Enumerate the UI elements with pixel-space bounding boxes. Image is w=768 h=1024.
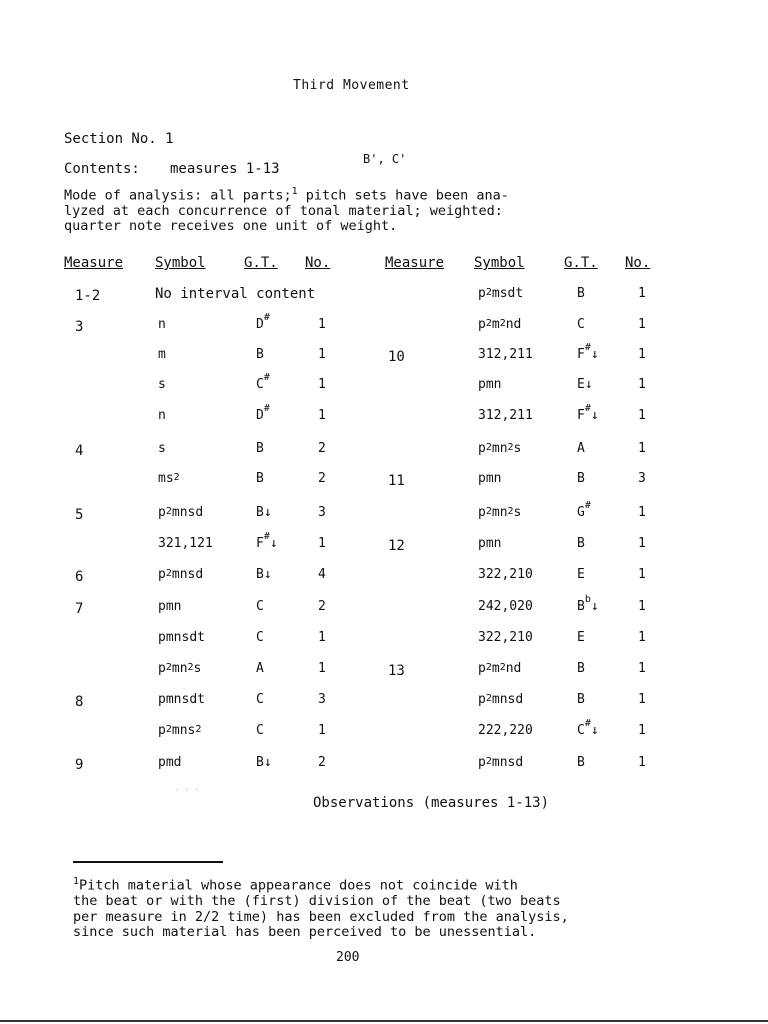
header-measure-left: Measure [64, 255, 124, 271]
measure-cell: 6 [75, 569, 84, 585]
gt-cell: C [256, 692, 264, 707]
symbol-cell: $p^2mn^2s$ [478, 505, 522, 520]
no-cell: 3 [318, 692, 326, 707]
no-cell: 1 [638, 630, 646, 645]
no-cell: 1 [638, 441, 646, 456]
no-cell: 1 [638, 377, 646, 392]
symbol-cell: 322,210 [478, 630, 533, 645]
gt-cell: C [256, 630, 264, 645]
gt-cell: C [577, 317, 585, 332]
gt-cell: B↓ [256, 567, 272, 582]
gt-cell: B [256, 471, 264, 486]
gt-cell: B [577, 286, 585, 301]
symbol-cell: n [158, 317, 166, 332]
symbol-cell: pmn [478, 377, 502, 392]
no-cell: 1 [318, 377, 326, 392]
gt-cell: F#↓ [577, 342, 599, 362]
measure-cell: 3 [75, 319, 84, 335]
symbol-cell: s [158, 377, 166, 392]
observations-heading: Observations (measures 1-13) [313, 795, 550, 811]
no-cell: 2 [318, 471, 326, 486]
symbol-cell: 321,121 [158, 536, 213, 551]
symbol-cell: $ms^2$ [158, 471, 180, 486]
symbol-cell: pmn [478, 471, 502, 486]
no-cell: 1 [638, 755, 646, 770]
measure-cell: 8 [75, 694, 84, 710]
gt-cell: B↓ [256, 755, 272, 770]
no-cell: 1 [318, 661, 326, 676]
no-cell: 1 [638, 347, 646, 362]
gt-cell: $B^b↓$ [577, 594, 599, 614]
header-symbol-left: Symbol [155, 255, 206, 271]
no-cell: 2 [318, 441, 326, 456]
symbol-cell: $p^2mnsd$ [478, 755, 524, 770]
no-cell: 1 [318, 347, 326, 362]
no-cell: 1 [638, 408, 646, 423]
no-cell: 4 [318, 567, 326, 582]
measure-cell: 13 [388, 663, 405, 679]
no-cell: 1 [318, 630, 326, 645]
symbol-cell: $p^2mns^2$ [158, 723, 202, 738]
header-symbol-right: Symbol [474, 255, 525, 271]
smudge-mark: · · · [175, 785, 200, 794]
gt-cell: C#↓ [577, 718, 599, 738]
symbol-cell: pmn [478, 536, 502, 551]
gt-cell: E [577, 630, 585, 645]
symbol-cell: 312,211 [478, 408, 533, 423]
no-cell: 1 [638, 599, 646, 614]
no-cell: 1 [638, 286, 646, 301]
symbol-cell: 312,211 [478, 347, 533, 362]
header-gt-left: G.T. [244, 255, 278, 271]
mode-line-3: quarter note receives one unit of weight. [64, 217, 398, 234]
no-cell: 3 [638, 471, 646, 486]
symbol-cell: No interval content [155, 286, 316, 302]
footnote-line-1: $^1$Pitch material whose appearance does not coincide with [73, 876, 518, 894]
footnote-line-4: since such material has been perceived to be unessential. [73, 924, 537, 940]
measure-cell: 7 [75, 601, 84, 617]
header-no-left: No. [305, 255, 331, 271]
gt-cell: B [256, 347, 264, 362]
contents-line [64, 161, 280, 177]
gt-cell: B [577, 471, 585, 486]
symbol-cell: 322,210 [478, 567, 533, 582]
gt-cell: B↓ [256, 505, 272, 520]
page-heading: Third Movement [293, 78, 410, 93]
section-number: Section No. 1 [64, 131, 174, 147]
gt-cell: B [577, 661, 585, 676]
measure-cell: 10 [388, 349, 405, 365]
measure-cell: 4 [75, 443, 84, 459]
symbol-cell: m [158, 347, 166, 362]
gt-cell: F#↓ [256, 531, 278, 551]
gt-cell: B [577, 536, 585, 551]
symbol-cell: $p^2mn^2s$ [158, 661, 202, 676]
no-cell: 3 [318, 505, 326, 520]
gt-cell: D# [256, 312, 270, 332]
symbol-cell: n [158, 408, 166, 423]
symbol-cell: pmd [158, 755, 182, 770]
symbol-cell: $p^2m^2nd$ [478, 317, 522, 332]
gt-cell: B [577, 692, 585, 707]
no-cell: 1 [638, 567, 646, 582]
gt-cell: E↓ [577, 377, 593, 392]
symbol-cell: 242,020 [478, 599, 533, 614]
mode-of-analysis [64, 184, 509, 234]
header-measure-right: Measure [385, 255, 445, 271]
gt-cell: A [256, 661, 264, 676]
no-cell: 1 [318, 723, 326, 738]
page-number: 200 [336, 950, 360, 965]
measure-cell: 12 [388, 538, 405, 554]
symbol-cell: $p^2mnsd$ [158, 567, 204, 582]
symbol-cell: pmnsdt [158, 630, 205, 645]
footnote-marker: 1 [73, 876, 80, 887]
symbol-cell: 222,220 [478, 723, 533, 738]
no-cell: 1 [638, 661, 646, 676]
footnote-line-3: per measure in 2/2 time) has been excluded from the analysis, [73, 908, 569, 925]
header-gt-right: G.T. [564, 255, 598, 271]
measure-cell: 9 [75, 757, 84, 773]
measure-cell: 5 [75, 507, 84, 523]
gt-cell: G# [577, 500, 591, 520]
contents-label: Contents: [64, 161, 140, 177]
no-cell: 1 [638, 536, 646, 551]
gt-cell: B [256, 441, 264, 456]
symbol-cell: $p^2m^2nd$ [478, 661, 522, 676]
mode-line-2: lyzed at each concurrence of tonal material; weighted: [64, 202, 503, 219]
measure-cell: 11 [388, 473, 405, 489]
page-bottom-edge [0, 1020, 768, 1022]
gt-cell: A [577, 441, 585, 456]
footnote [73, 874, 569, 941]
gt-cell: D# [256, 403, 270, 423]
footnote-ref: 1 [291, 186, 298, 197]
no-cell: 2 [318, 599, 326, 614]
footnote-line-2: the beat or with the (first) division of the beat (two beats [73, 893, 561, 909]
gt-cell: F#↓ [577, 403, 599, 423]
no-cell: 1 [318, 536, 326, 551]
no-cell: 1 [638, 317, 646, 332]
symbol-cell: s [158, 441, 166, 456]
no-cell: 1 [318, 408, 326, 423]
no-cell: 1 [638, 692, 646, 707]
gt-cell: B [577, 755, 585, 770]
no-cell: 1 [638, 505, 646, 520]
symbol-cell: pmnsdt [158, 692, 205, 707]
symbol-cell: $p^2mnsd$ [158, 505, 204, 520]
no-cell: 2 [318, 755, 326, 770]
symbol-cell: $p^2mnsd$ [478, 692, 524, 707]
gt-cell: E [577, 567, 585, 582]
symbol-cell: $p^2msdt$ [478, 286, 524, 301]
contents-value: measures 1-13 [170, 161, 280, 177]
measure-cell: 1-2 [75, 288, 101, 304]
mode-line-1: Mode of analysis: all parts;$^1$ pitch sets have been ana- [64, 186, 509, 204]
gt-cell: C [256, 599, 264, 614]
footnote-rule [73, 861, 223, 863]
symbol-cell: $p^2mn^2s$ [478, 441, 522, 456]
gt-cell: C# [256, 372, 270, 392]
header-no-right: No. [625, 255, 651, 271]
contents-note: B', C' [363, 152, 407, 166]
no-cell: 1 [318, 317, 326, 332]
no-cell: 1 [638, 723, 646, 738]
symbol-cell: pmn [158, 599, 182, 614]
gt-cell: C [256, 723, 264, 738]
